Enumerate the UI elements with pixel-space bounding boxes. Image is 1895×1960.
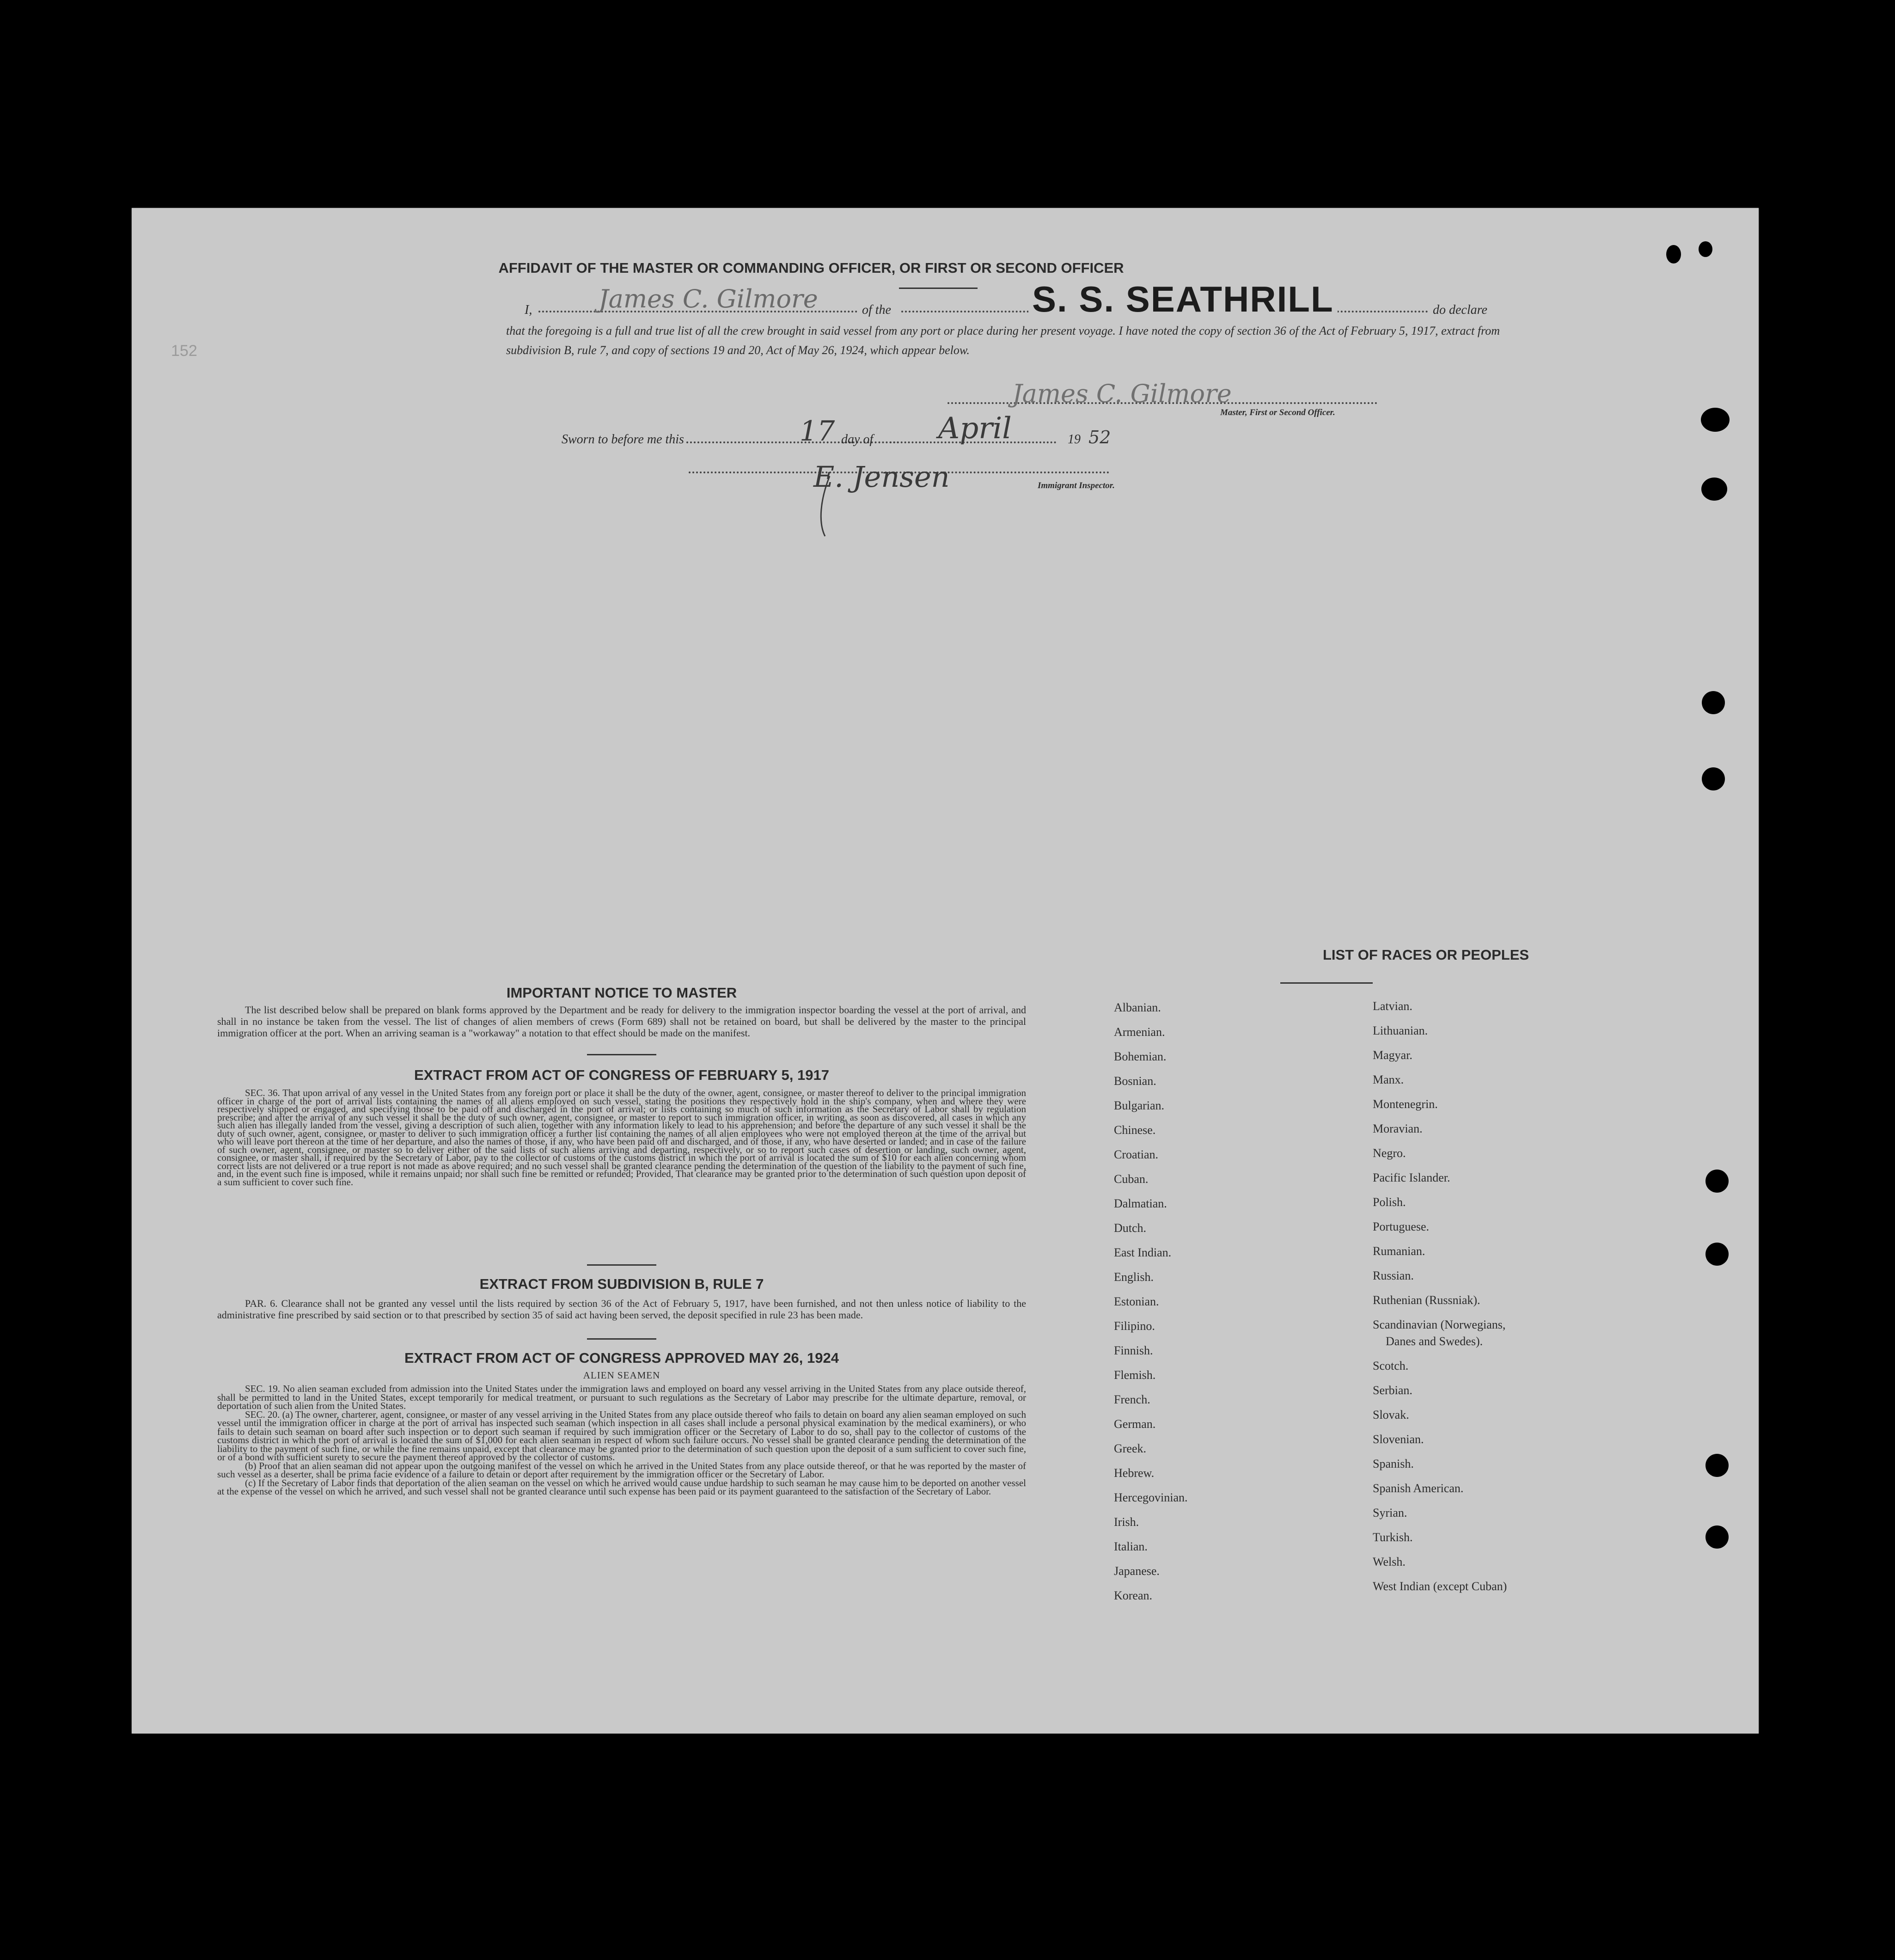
punch-hole [1706, 1454, 1729, 1477]
affidavit-i-label: I, [525, 303, 532, 317]
affidavit-body: that the foregoing is a full and true list of all the crew brought in said vessel from any port or place during her present voyage. I have noted the copy of section 36 of the Act of February 5, 1917, extract from subdivision B, rule 7, and copy of sections 19 and 20, Act of May 26, 1924, which appear below. [506, 324, 1500, 357]
race-item: Dalmatian. [1114, 1197, 1167, 1210]
race-item: Croatian. [1114, 1148, 1159, 1161]
race-item: French. [1114, 1393, 1150, 1406]
race-item: Pacific Islander. [1373, 1171, 1450, 1184]
race-item: Scotch. [1373, 1359, 1409, 1372]
race-item: Irish. [1114, 1515, 1139, 1529]
extract-rule7-text: PAR. 6. Clearance shall not be granted any vessel until the lists required by section 36 of the Act of February 5, 1917, have been furnished, and not then unless notice of liability to the administrative fine prescribed by said section or to that prescribed by section 35 of said act having been served, the deposit specified in rule 23 has been made. [217, 1298, 1026, 1321]
race-item: Manx. [1373, 1073, 1404, 1086]
race-item: East Indian. [1114, 1246, 1172, 1259]
race-item: Bohemian. [1114, 1050, 1167, 1063]
sec-20a-text: SEC. 20. (a) The owner, charterer, agent, consignee, or master of any vessel arriving in the United States from any place outside thereof who fails to detain on board any alien seaman employed on such vessel until the immigration officer in charge at the port of arrival has inspected such seaman (which inspection in all cases shall include a personal physical examination by the medical examiners), or who fails to detain such seaman on board after such inspection or to deport such seaman if required by such immigration officer or the Secretary of Labor to do so, shall pay to the collector of customs of the customs district in which the port of arrival is located the sum of $1,000 for each alien seaman in respect of whom such failure occurs. No vessel shall be granted clearance pending the determination of the liability to the payment of such fine, or while the fine remains unpaid, except that clearance may be granted prior to the determination of such question upon the deposit of a sum sufficient to cover such fine, or of a bond with sufficient surety to secure the payment thereof approved by the collector of customs. [217, 1409, 1026, 1463]
race-item: West Indian (except Cuban) [1373, 1580, 1507, 1593]
extract-1917-text: SEC. 36. That upon arrival of any vessel in the United States from any foreign port or place it shall be the duty of the owner, agent, consignee, or master thereof to deliver to the principal immigration officer in charge of the port of arrival lists containing the names of all aliens employed on such vessel, stating the positions they respectively hold in the ship's company, when and where they were respectively shipped or engaged, and specifying those to be paid off and discharged in the port of arrival; or lists containing so much of such information as the Secretary of Labor shall by regulation prescribe; and after the arrival of any such vessel it shall be the duty of such owner, agent, consignee, or master to report to such immigration officer, in writing, as soon as discovered, all cases in which any such alien has illegally landed from the vessel, giving a description of such alien, together with any information likely to lead to his apprehension; and before the departure of any such vessel it shall be the duty of such owner, agent, consignee, or master to deliver to such immigration officer a further list containing the names of all alien employees who were not employed thereon at the time of the arrival but who will leave port thereon at the time of her departure, and also the names of those, if any, who have been paid off and discharged, and of those, if any, who have deserted or landed; and in case of the failure of such owner, agent, consignee, or master so to deliver either of the said lists of such aliens arriving and departing, respectively, or so to report such cases of desertion or landing, such owner, agent, consignee, or master shall, if required by the Secretary of Labor, pay to the collector of customs of the customs district in which the port of arrival is located the sum of $10 for each alien concerning whom correct lists are not delivered or a true report is not made as above required; and no such vessel shall be granted clearance pending the determination of the question of the liability to the payment of such fine, and, in the event such fine is imposed, while it remains unpaid; nor shall such fine be remitted or refunded; Provided, That clearance may be granted prior to the determination of such question upon deposit of a sum sufficient to cover such fine. [217, 1087, 1026, 1188]
year-prefix: 19 [1068, 432, 1081, 447]
master-signature: James C. Gilmore [1012, 379, 1232, 408]
race-item: Dutch. [1114, 1221, 1147, 1235]
document-page [132, 208, 1759, 1733]
race-item: Ruthenian (Russniak). [1373, 1293, 1480, 1307]
race-item: Magyar. [1373, 1048, 1412, 1062]
race-item: Turkish. [1373, 1531, 1413, 1544]
race-item: Cuban. [1114, 1172, 1149, 1186]
extract-rule7-heading: EXTRACT FROM SUBDIVISION B, RULE 7 [479, 1276, 764, 1292]
signature-caption: Master, First or Second Officer. [1220, 408, 1335, 417]
sec-19-text: SEC. 19. No alien seaman excluded from admission into the United States under the immigration laws and employed on board any vessel arriving in the United States from any place outside thereof, shall be permitted to land in the United States, except temporarily for medical treatment, or pursuant to such regulations as the Secretary of Labor may prescribe for the ultimate departure, removal, or deportation of such alien from the United States. [217, 1383, 1026, 1411]
race-item: Japanese. [1114, 1564, 1160, 1578]
punch-hole [1666, 245, 1681, 263]
notice-text: The list described below shall be prepared on blank forms approved by the Department and be ready for delivery to the immigration inspector boarding the vessel at the port of arrival, and shall in no instance be taken from the vessel. The list of changes of alien members of crews (Form 689) shall not be retained on board, but shall be delivered by the master to the principal immigration officer at the port. When an arriving seaman is a "workaway" a notation to that effect should be made on the manifest. [217, 1004, 1026, 1039]
race-item: Finnish. [1114, 1344, 1153, 1357]
race-item: Slovak. [1373, 1408, 1409, 1421]
race-item: Scandinavian (Norwegians, [1373, 1318, 1506, 1331]
race-item: Latvian. [1373, 999, 1412, 1013]
race-item: Bulgarian. [1114, 1099, 1165, 1112]
section-divider [587, 1054, 656, 1055]
inspector-flourish [811, 472, 853, 541]
sworn-month: April [938, 411, 1012, 446]
sworn-label: Sworn to before me this [562, 432, 684, 447]
race-item: German. [1114, 1417, 1156, 1431]
extract-1924-heading: EXTRACT FROM ACT OF CONGRESS APPROVED MAY 26, 1924 [404, 1350, 839, 1366]
punch-hole [1702, 767, 1725, 790]
notice-heading: IMPORTANT NOTICE TO MASTER [506, 985, 737, 1001]
day-of-label: day of [841, 432, 874, 447]
race-item: Estonian. [1114, 1295, 1159, 1308]
extract-1924-body [217, 1384, 1026, 1496]
affidavit-heading: AFFIDAVIT OF THE MASTER OR COMMANDING OFFICER, OR FIRST OR SECOND OFFICER [498, 260, 1124, 276]
section-divider [587, 1338, 656, 1340]
race-item: English. [1114, 1270, 1154, 1284]
race-item: Bosnian. [1114, 1074, 1156, 1088]
punch-hole [1706, 1525, 1729, 1549]
race-item: Russian. [1373, 1269, 1414, 1282]
race-item: Negro. [1373, 1146, 1406, 1160]
race-item: Italian. [1114, 1540, 1148, 1553]
race-item: Hebrew. [1114, 1466, 1155, 1480]
races-heading-rule [1280, 982, 1373, 984]
race-item: Slovenian. [1373, 1433, 1424, 1446]
race-item: Danes and Swedes). [1386, 1335, 1483, 1348]
punch-hole [1699, 241, 1712, 257]
inspector-caption: Immigrant Inspector. [1038, 481, 1115, 490]
race-item: Portuguese. [1373, 1220, 1430, 1233]
race-item: Greek. [1114, 1442, 1147, 1455]
vessel-name: S. S. SEATHRILL [1028, 278, 1338, 320]
punch-hole [1702, 691, 1725, 714]
race-item: Flemish. [1114, 1368, 1156, 1382]
sec-20b-text: (b) Proof that an alien seaman did not appear upon the outgoing manifest of the vessel on which he arrived in the United States from any place outside thereof, or that he was reported by the master of such vessel as a deserter, shall be prima facie evidence of a failure to detain or deport after requirement by the immigration officer or the Secretary of Labor. [217, 1460, 1026, 1480]
race-item: Spanish. [1373, 1457, 1414, 1470]
sworn-day: 17 [800, 415, 835, 447]
of-the-label: of the [862, 303, 891, 317]
heading-rule [899, 288, 978, 289]
sworn-year: 52 [1088, 427, 1111, 447]
punch-hole [1701, 478, 1727, 501]
race-item: Welsh. [1373, 1555, 1406, 1568]
race-item: Filipino. [1114, 1319, 1155, 1333]
race-item: Serbian. [1373, 1384, 1412, 1397]
punch-hole [1701, 408, 1730, 432]
race-item: Polish. [1373, 1195, 1406, 1209]
master-name: James C. Gilmore [599, 284, 818, 313]
races-heading: LIST OF RACES OR PEOPLES [1322, 947, 1529, 963]
race-item: Rumanian. [1373, 1244, 1425, 1258]
race-item: Montenegrin. [1373, 1097, 1438, 1111]
margin-number: 152 [171, 342, 197, 360]
do-declare-label: do declare [1433, 303, 1487, 317]
races-left-column [1114, 1001, 1345, 1613]
extract-1924-subheading: ALIEN SEAMEN [583, 1370, 660, 1381]
sec-20c-text: (c) If the Secretary of Labor finds that deportation of the alien seaman on the vessel on which he arrived would cause undue hardship to such seaman he may cause him to be deported on another vessel at the expense of the vessel on which he arrived, and such vessel shall not be granted clearance until such expense has been paid or its payment guaranteed to the satisfaction of the Secretary of Labor. [217, 1477, 1026, 1497]
race-item: Moravian. [1373, 1122, 1423, 1135]
punch-hole [1706, 1170, 1729, 1193]
race-item: Albanian. [1114, 1001, 1161, 1014]
race-item: Korean. [1114, 1589, 1153, 1602]
races-right-column [1373, 999, 1650, 1604]
race-item: Chinese. [1114, 1123, 1156, 1137]
inspector-signature: E. Jensen [813, 460, 950, 494]
race-item: Armenian. [1114, 1025, 1165, 1039]
race-item: Hercegovinian. [1114, 1491, 1188, 1504]
race-item: Lithuanian. [1373, 1024, 1428, 1037]
section-divider [587, 1264, 656, 1266]
punch-hole [1706, 1243, 1729, 1266]
race-item: Spanish American. [1373, 1482, 1464, 1495]
race-item: Syrian. [1373, 1506, 1407, 1519]
extract-1917-heading: EXTRACT FROM ACT OF CONGRESS OF FEBRUARY 5, 1917 [414, 1067, 829, 1083]
